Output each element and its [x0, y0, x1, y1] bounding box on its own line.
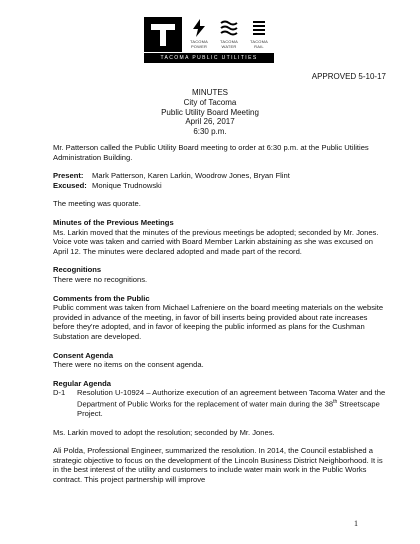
quorum-statement: The meeting was quorate.: [53, 199, 141, 209]
recognitions-heading: Recognitions: [53, 265, 102, 275]
rail-tracks-icon: [250, 18, 268, 38]
regular-agenda-heading: Regular Agenda: [53, 378, 111, 388]
agenda-item-code: D-1: [53, 388, 66, 398]
public-comments-text: Public comment was taken from Michael Lafreniere on the board meeting materials on the website provided in advance of the meeting, in favor of bill inserts being provided about rate increases before they're adopted, and in favor of keeping the public informed as plans for the Cushman Substation are developed.: [53, 303, 384, 341]
water-caption-line2: WATER: [221, 43, 237, 49]
power-caption-line2: POWER: [190, 43, 208, 49]
consent-agenda-text: There were no items on the consent agenda.: [53, 360, 204, 370]
tacoma-water-logo: [215, 17, 243, 52]
meeting-time: 6:30 p.m.: [193, 127, 227, 137]
rail-caption-line2: RAIL: [254, 43, 264, 49]
minutes-section-heading: Minutes of the Previous Meetings: [53, 217, 174, 227]
attendance-block: [53, 171, 386, 190]
agenda-item-text-end: Streetscape Project.: [77, 399, 380, 418]
logo-name-bar: TACOMA PUBLIC UTILITIES: [144, 53, 274, 63]
excused-label: Excused:: [53, 180, 87, 190]
power-lightning-icon: [190, 18, 208, 38]
organization-name: City of Tacoma: [183, 97, 237, 107]
agenda-item-d1: [53, 388, 386, 418]
tacoma-power-logo: [185, 17, 213, 52]
agenda-item-superscript: th: [333, 398, 338, 405]
document-title: MINUTES: [192, 88, 228, 97]
agenda-item-text-main: Resolution U-10924 – Authorize execution of an agreement between Tacoma Water and the Department of Public Works for the replacement of water main during the 38: [77, 388, 386, 409]
present-label: Present:: [53, 171, 84, 181]
excused-members: Monique Trudnowski: [92, 180, 162, 190]
tacoma-public-utilities-logo: [144, 17, 274, 63]
minutes-header: [0, 88, 420, 137]
minutes-section-text: Ms. Larkin moved that the minutes of the previous meetings be adopted; seconded by Mr. Jones. Voice vote was taken and carried with Board Member Larkin abstaining as she was excused on April 12. The minutes were declared adopted and made part of the record.: [53, 227, 379, 256]
page-number: 1: [354, 519, 358, 528]
consent-agenda-heading: Consent Agenda: [53, 350, 114, 360]
water-caption-line1: TACOMA: [219, 39, 238, 44]
meeting-date: April 26, 2017: [185, 117, 235, 127]
tacoma-t-logo-mark: [144, 17, 182, 52]
recognitions-text: There were no recognitions.: [53, 274, 148, 284]
rail-caption-line1: TACOMA: [249, 39, 268, 44]
summary-paragraph: Ali Polda, Professional Engineer, summarized the resolution. In 2014, the Council established a strategic objective to focus on the development of the Lincoln Business District Neighborhood. It is in the best interest of the utility and customers to include water main work in the Public Works contract. This project partnership will improve: [53, 446, 383, 484]
meeting-name: Public Utility Board Meeting: [161, 107, 259, 117]
motion-paragraph: Ms. Larkin moved to adopt the resolution; seconded by Mr. Jones.: [53, 427, 275, 437]
water-waves-icon: [220, 18, 238, 38]
agenda-item-text: [77, 388, 386, 418]
minutes-body: [53, 143, 386, 494]
present-members: Mark Patterson, Karen Larkin, Woodrow Jones, Bryan Flint: [92, 171, 290, 181]
power-caption-line1: TACOMA: [189, 39, 208, 44]
call-to-order-paragraph: Mr. Patterson called the Public Utility Board meeting to order at 6:30 p.m. at the Public Utilities Administration Building.: [53, 143, 369, 162]
tacoma-rail-logo: [245, 17, 273, 52]
public-comments-heading: Comments from the Public: [53, 293, 150, 303]
approval-stamp: APPROVED 5-10-17: [311, 72, 386, 81]
